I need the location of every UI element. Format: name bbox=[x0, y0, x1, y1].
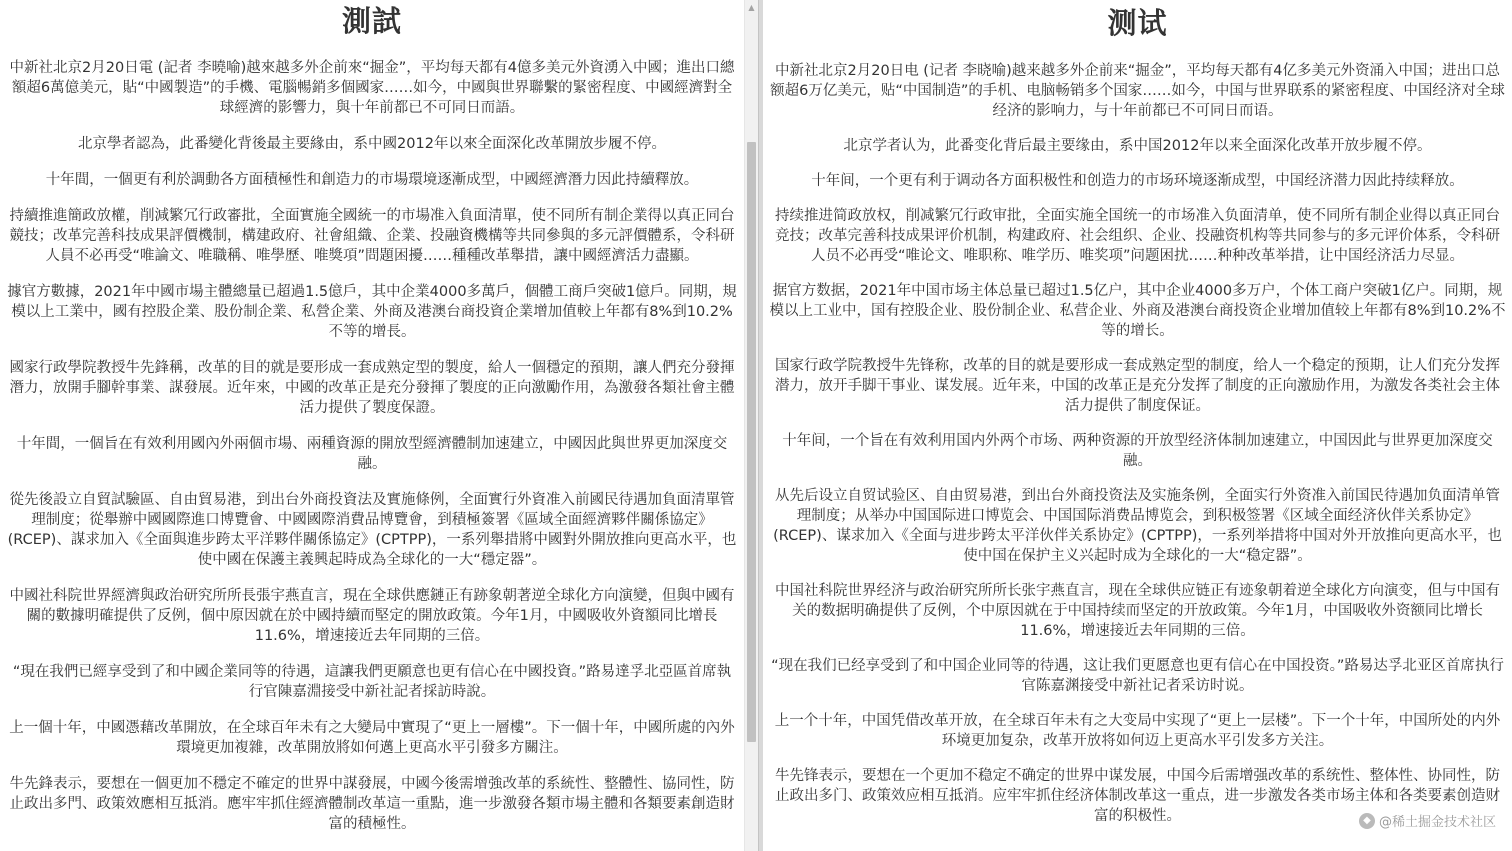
left-paragraph: 牛先鋒表示，要想在一個更加不穩定不確定的世界中謀發展，中國今後需增強改革的系統性、整體性、協同性，防止政出多門、政策效應相互抵消。應牢牢抓住經濟體制改革這一重點，進一步激發各類市場主體和各類要素創造財富的積極性。 bbox=[9, 776, 735, 832]
left-paragraph: 據官方數據，2021年中國市場主體總量已超過1.5億戶，其中企業4000多萬戶，個體工商戶突破1億戶。同期，規模以上工業中，國有控股企業、股份制企業、私營企業、外商及港澳台商投資企業增加值較上年都有8%到10.2%不等的增長。 bbox=[7, 284, 737, 340]
right-paragraph: 上一个十年，中国凭借改革开放，在全球百年未有之大变局中实现了“更上一层楼”。下一个十年，中国所处的内外环境更加复杂，改革开放将如何迈上更高水平引发多方关注。 bbox=[774, 713, 1501, 749]
left-paragraph: “現在我們已經享受到了和中國企業同等的待遇，這讓我們更願意也更有信心在中國投資。”路易達孚北亞區首席執行官陳嘉淵接受中新社記者採訪時說。 bbox=[12, 664, 732, 700]
left-paragraph: 北京學者認為，此番變化背後最主要緣由，系中國2012年以來全面深化改革開放步履不停。 bbox=[78, 136, 666, 152]
left-paragraph: 十年間，一個更有利於調動各方面積極性和創造力的市場環境逐漸成型，中國經濟潛力因此持續釋放。 bbox=[45, 172, 699, 188]
left-paragraph: 持續推進簡政放權，削減繁冗行政審批，全面實施全國統一的市場准入負面清單，使不同所有制企業得以真正同台競技；改革完善科技成果評價機制，構建政府、社會組織、企業、投融資機構等共同參與的多元評價體系，令科研人員不必再受“唯論文、唯職稱、唯學歷、唯獎項”問題困擾……種種改革舉措，讓中國經濟活力盡顯。 bbox=[9, 208, 735, 264]
left-pane-traditional[interactable] bbox=[0, 0, 744, 851]
right-paragraph: 持续推进简政放权，削减繁冗行政审批，全面实施全国统一的市场准入负面清单，使不同所有制企业得以真正同台竞技；改革完善科技成果评价机制，构建政府、社会组织、企业、投融资机构等共同参与的多元评价体系，令科研人员不必再受“唯论文、唯职称、唯学历、唯奖项”问题困扰……种种改革举措，让中国经济活力尽显。 bbox=[775, 208, 1500, 264]
left-doc-title: 測試 bbox=[341, 4, 402, 38]
right-paragraph: 从先后设立自贸试验区、自由贸易港，到出台外商投资法及实施条例，全面实行外资准入前国民待遇加负面清单管理制度；从举办中国国际进口博览会、中国国际消费品博览会，到积极签署《区域全面经济伙伴关系协定》(RCEP)、谋求加入《全面与进步跨太平洋伙伴关系协定》(CPTPP)，一系列举措将中国对外开放推向更高水平，也使中国在保护主义兴起时成为全球化的一大“稳定器”。 bbox=[773, 488, 1502, 564]
scrollbar-thumb[interactable] bbox=[747, 142, 756, 742]
left-article-body bbox=[0, 42, 744, 834]
right-paragraph: 据官方数据，2021年中国市场主体总量已超过1.5亿户，其中企业4000多万户，个体工商户突破1亿户。同期，规模以上工业中，国有控股企业、股份制企业、私营企业、外商及港澳台商投资企业增加值较上年都有8%到10.2%不等的增长。 bbox=[769, 283, 1506, 339]
watermark-text: @稀土掘金技术社区 bbox=[1378, 815, 1496, 830]
left-paragraph: 從先後設立自貿試驗區、自由貿易港，到出台外商投資法及實施條例，全面實行外資准入前國民待遇加負面清單管理制度；從舉辦中國國際進口博覽會、中國國際消費品博覽會，到積極簽署《區域全面經濟夥伴關係協定》(RCEP)、謀求加入《全面與進步跨太平洋夥伴關係協定》(CPTPP)，一系列舉措將中國對外開放推向更高水平，也使中國在保護主義興起時成為全球化的一大“穩定器”。 bbox=[7, 492, 737, 568]
left-paragraph: 國家行政學院教授牛先鋒稱，改革的目的就是要形成一套成熟定型的製度，給人一個穩定的預期，讓人們充分發揮潛力，放開手腳幹事業、謀發展。近年來，中國的改革正是充分發揮了製度的正向激勵作用，為激發各類社會主體活力提供了製度保證。 bbox=[9, 360, 735, 416]
right-article-body bbox=[763, 44, 1512, 826]
left-paragraph: 中新社北京2月20日電 (記者 李曉喻)越來越多外企前來“掘金”，平均每天都有4億多美元外資湧入中國；進出口總額超6萬億美元，貼“中國製造”的手機、電腦暢銷多個國家……如今，中國與世界聯繫的緊密程度、中國經濟對全球經濟的影響力，與十年前都已不可同日而語。 bbox=[9, 60, 735, 116]
watermark bbox=[1355, 810, 1500, 831]
scroll-up-arrow-icon[interactable]: ▲ bbox=[748, 2, 755, 12]
left-paragraph: 十年間，一個旨在有效利用國內外兩個市場、兩種資源的開放型經濟體制加速建立，中國因此與世界更加深度交融。 bbox=[16, 436, 728, 472]
right-paragraph: 中新社北京2月20日电 (记者 李晓喻)越来越多外企前来“掘金”，平均每天都有4亿多美元外资涌入中国；进出口总额超6万亿美元，贴“中国制造”的手机、电脑畅销多个国家……如今，中国与世界联系的紧密程度、中国经济对全球经济的影响力，与十年前都已不可同日而语。 bbox=[770, 63, 1505, 119]
right-pane-simplified[interactable] bbox=[763, 0, 1512, 851]
left-paragraph: 上一個十年，中國憑藉改革開放，在全球百年未有之大變局中實現了“更上一層樓”。下一個十年，中國所處的內外環境更加複雜，改革開放將如何邁上更高水平引發多方關注。 bbox=[9, 720, 735, 756]
right-paragraph: 十年间，一个更有利于调动各方面积极性和创造力的市场环境逐渐成型，中国经济潜力因此持续释放。 bbox=[811, 173, 1464, 189]
right-doc-title: 测试 bbox=[1107, 6, 1168, 40]
brand-logo-icon: ◆ bbox=[1359, 813, 1375, 829]
right-paragraph: “现在我们已经享受到了和中国企业同等的待遇，这让我们更愿意也更有信心在中国投资。”路易达孚北亚区首席执行官陈嘉渊接受中新社记者采访时说。 bbox=[771, 658, 1504, 694]
right-paragraph: 牛先锋表示，要想在一个更加不稳定不确定的世界中谋发展，中国今后需增强改革的系统性、整体性、协同性，防止政出多门、政策效应相互抵消。应牢牢抓住经济体制改革这一重点，进一步激发各类市场主体和各类要素创造财富的积极性。 bbox=[775, 768, 1500, 824]
right-paragraph: 北京学者认为，此番变化背后最主要缘由，系中国2012年以来全面深化改革开放步履不停。 bbox=[843, 138, 1432, 154]
right-paragraph: 国家行政学院教授牛先锋称，改革的目的就是要形成一套成熟定型的制度，给人一个稳定的预期，让人们充分发挥潜力，放开手脚干事业、谋发展。近年来，中国的改革正是充分发挥了制度的正向激励作用，为激发各类社会主体活力提供了制度保证。 bbox=[775, 358, 1500, 414]
left-pane-scrollbar[interactable] bbox=[744, 0, 758, 851]
right-paragraph: 中国社科院世界经济与政治研究所所长张宇燕直言，现在全球供应链正有迹象朝着逆全球化方向演变，但与中国有关的数据明确提供了反例，个中原因就在于中国持续而坚定的开放政策。今年1月，中国吸收外资额同比增长11.6%，增速接近去年同期的三倍。 bbox=[775, 583, 1500, 639]
right-paragraph: 十年间，一个旨在有效利用国内外两个市场、两种资源的开放型经济体制加速建立，中国因此与世界更加深度交融。 bbox=[782, 433, 1493, 469]
left-paragraph: 中國社科院世界經濟與政治研究所所長張宇燕直言，現在全球供應鏈正有跡象朝著逆全球化方向演變，但與中國有關的數據明確提供了反例，個中原因就在於中國持續而堅定的開放政策。今年1月，中國吸收外資額同比增長11.6%，增速接近去年同期的三倍。 bbox=[9, 588, 735, 644]
